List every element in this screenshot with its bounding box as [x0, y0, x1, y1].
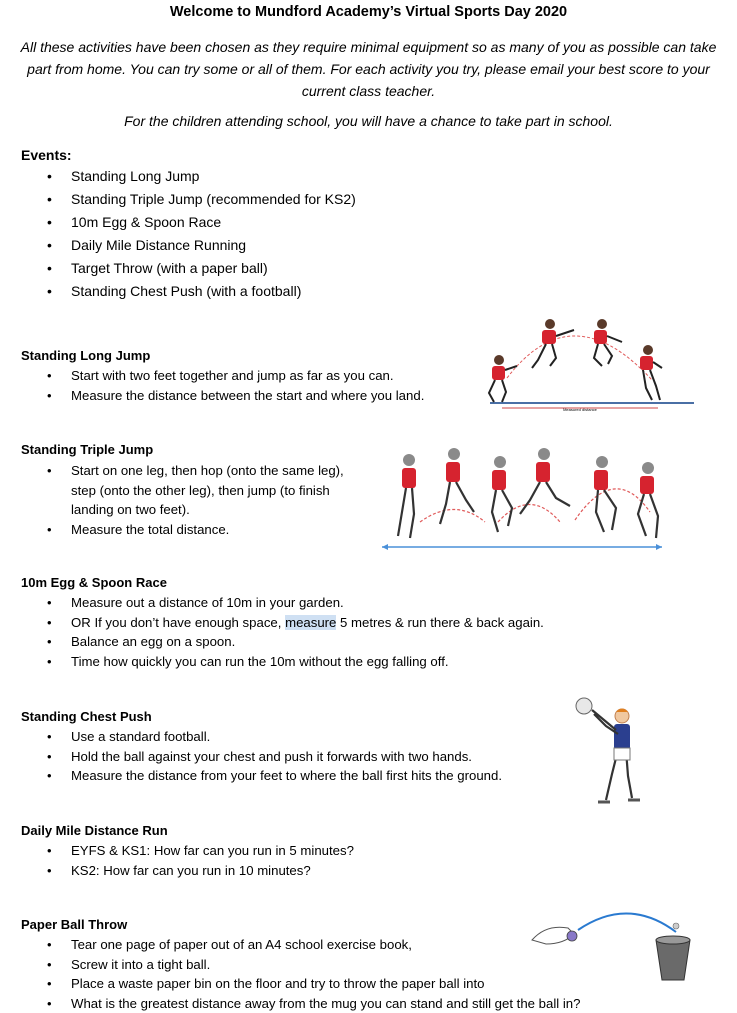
chest-push-illustration-icon — [570, 694, 648, 812]
triple-jump-heading: Standing Triple Jump — [21, 442, 153, 457]
chest-push-list — [20, 727, 502, 786]
measured-distance-label: Measured distance — [563, 407, 598, 412]
list-item — [20, 613, 544, 633]
egg-spoon-heading: 10m Egg & Spoon Race — [21, 575, 167, 590]
triple-jump-line-2: step (onto the other leg), then jump (to finish — [71, 483, 330, 498]
list-item: • What is the greatest distance away from the mug you can stand and still get the ball in? — [20, 994, 580, 1013]
egg-spoon-text: 5 metres & run there & back again. — [336, 615, 543, 630]
events-heading: Events: — [21, 147, 72, 163]
egg-spoon-list — [20, 593, 544, 671]
list-item — [20, 461, 344, 520]
school-note: For the children attending school, you will have a chance to take part in school. — [0, 113, 737, 129]
triple-jump-list — [20, 461, 344, 539]
list-item: • Standing Long Jump — [20, 165, 356, 188]
list-item: • Time how quickly you can run the 10m without the egg falling off. — [20, 652, 544, 672]
list-item: • Measure the distance between the start and where you land. — [20, 386, 424, 406]
long-jump-heading: Standing Long Jump — [21, 348, 150, 363]
egg-spoon-text: OR If you don’t have enough space, — [71, 615, 285, 630]
list-item: • EYFS & KS1: How far can you run in 5 minutes? — [20, 841, 354, 861]
intro-paragraph: All these activities have been chosen as they require minimal equipment so as many of you as possible can take part from home. You can try some or all of them. For each activity you try, please email your best score to your current class teacher. — [10, 36, 727, 102]
list-item: • Measure out a distance of 10m in your garden. — [20, 593, 544, 613]
daily-mile-list — [20, 841, 354, 880]
long-jump-illustration-icon — [462, 308, 698, 414]
list-item: • Daily Mile Distance Running — [20, 234, 356, 257]
triple-jump-line-3: landing on two feet). — [71, 502, 190, 517]
list-item: • Target Throw (with a paper ball) — [20, 257, 356, 280]
list-item: • Start with two feet together and jump as far as you can. — [20, 366, 424, 386]
long-jump-list — [20, 366, 424, 405]
list-item: • Hold the ball against your chest and push it forwards with two hands. — [20, 747, 502, 767]
paper-ball-list — [20, 935, 580, 1013]
list-item: • Tear one page of paper out of an A4 school exercise book, — [20, 935, 580, 955]
list-item: • Standing Triple Jump (recommended for KS2) — [20, 188, 356, 211]
list-item: • Measure the distance from your feet to where the ball first hits the ground. — [20, 766, 502, 786]
daily-mile-heading: Daily Mile Distance Run — [21, 823, 168, 838]
list-item: • Use a standard football. — [20, 727, 502, 747]
list-item: • Screw it into a tight ball. — [20, 955, 580, 975]
list-item: • KS2: How far can you run in 10 minutes? — [20, 861, 354, 881]
paper-ball-throw-illustration-icon — [528, 904, 694, 984]
chest-push-heading: Standing Chest Push — [21, 709, 152, 724]
document-title: Welcome to Mundford Academy’s Virtual Sports Day 2020 — [0, 4, 737, 20]
triple-jump-illustration-icon — [380, 442, 665, 554]
list-item: • 10m Egg & Spoon Race — [20, 211, 356, 234]
triple-jump-line-1: Start on one leg, then hop (onto the same leg), — [71, 463, 344, 478]
list-item: • Balance an egg on a spoon. — [20, 632, 544, 652]
list-item: • Standing Chest Push (with a football) — [20, 280, 356, 303]
list-item: • Place a waste paper bin on the floor and try to throw the paper ball into — [20, 974, 580, 994]
paper-ball-heading: Paper Ball Throw — [21, 917, 127, 932]
list-item: • Measure the total distance. — [20, 520, 344, 540]
events-list — [20, 165, 356, 303]
highlighted-word: measure — [285, 615, 336, 630]
